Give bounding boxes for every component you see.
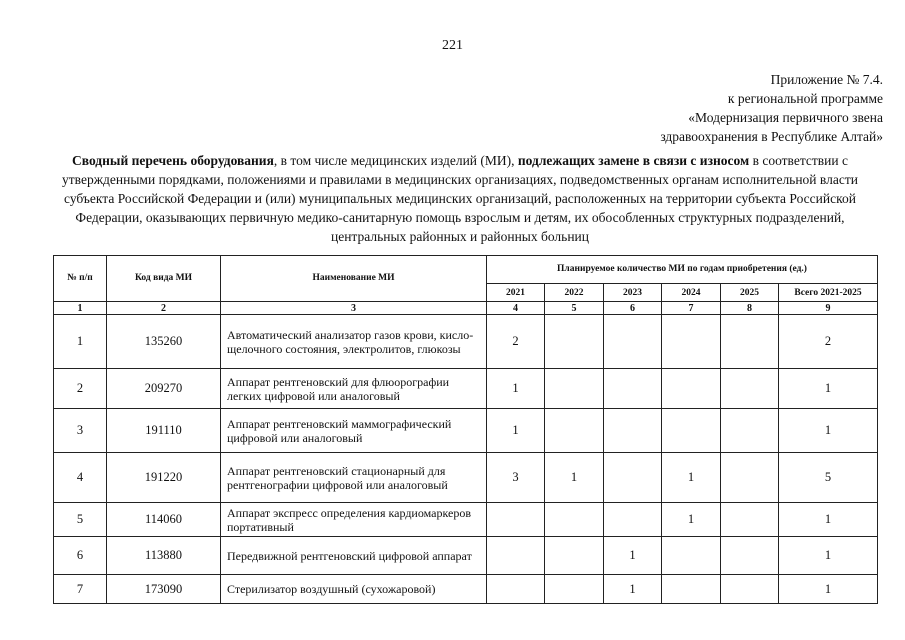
cell-num: 2 xyxy=(54,369,107,409)
column-number: 2 xyxy=(107,302,221,315)
appendix-line: к региональной программе xyxy=(727,91,883,106)
cell-2022 xyxy=(545,575,604,604)
cell-total: 2 xyxy=(779,315,878,369)
header-code: Код вида МИ xyxy=(107,256,221,302)
table-row xyxy=(54,537,878,575)
table-row xyxy=(54,409,878,453)
cell-2022 xyxy=(545,369,604,409)
column-number: 6 xyxy=(604,302,662,315)
header-year: 2024 xyxy=(662,284,721,302)
table-row xyxy=(54,453,878,503)
cell-2024 xyxy=(662,369,721,409)
cell-2022 xyxy=(545,537,604,575)
cell-total: 1 xyxy=(779,409,878,453)
column-number: 8 xyxy=(721,302,779,315)
cell-name: Аппарат рентгеновский стационарный для рентгенографии цифровой или аналоговый xyxy=(221,453,487,503)
cell-code: 191220 xyxy=(107,453,221,503)
cell-num: 7 xyxy=(54,575,107,604)
cell-name: Аппарат экспресс определения кардиомаркеров портативный xyxy=(221,503,487,537)
header-planned: Планируемое количество МИ по годам приобретения (ед.) xyxy=(487,256,878,284)
cell-2025 xyxy=(721,409,779,453)
title-text-part: , в том числе медицинских изделий (МИ), xyxy=(273,153,518,168)
cell-2023 xyxy=(604,409,662,453)
cell-2024 xyxy=(662,537,721,575)
cell-num: 4 xyxy=(54,453,107,503)
cell-code: 209270 xyxy=(107,369,221,409)
cell-name: Стерилизатор воздушный (сухожаровой) xyxy=(221,575,487,604)
cell-name: Аппарат рентгеновский для флюорографии легких цифровой или аналоговый xyxy=(221,369,487,409)
cell-2021: 1 xyxy=(487,409,545,453)
document-title xyxy=(50,151,870,246)
title-text-part: в соответствии с утвержденными порядками, положениями и правилами в медицинских организациях, подведомственных органам исполнительной власти субъекта Российской Федерации и (или) муниципальных медицинских организаций, расположенных на территории субъекта Российской Федерации, оказывающих первичную медико-санитарную помощь взрослым и детям, их обособленных структурных подразделений, центральных районных и районных больниц xyxy=(62,153,858,244)
cell-2025 xyxy=(721,503,779,537)
cell-total: 1 xyxy=(779,537,878,575)
cell-total: 1 xyxy=(779,369,878,409)
header-year: 2023 xyxy=(604,284,662,302)
cell-2025 xyxy=(721,315,779,369)
cell-2025 xyxy=(721,575,779,604)
column-number: 5 xyxy=(545,302,604,315)
cell-code: 113880 xyxy=(107,537,221,575)
cell-2023 xyxy=(604,369,662,409)
appendix-note xyxy=(660,70,883,146)
table-row xyxy=(54,369,878,409)
cell-num: 5 xyxy=(54,503,107,537)
cell-num: 6 xyxy=(54,537,107,575)
column-number: 4 xyxy=(487,302,545,315)
cell-total: 1 xyxy=(779,503,878,537)
cell-2021: 1 xyxy=(487,369,545,409)
cell-2025 xyxy=(721,369,779,409)
cell-2024 xyxy=(662,409,721,453)
cell-2022 xyxy=(545,409,604,453)
cell-code: 173090 xyxy=(107,575,221,604)
header-name: Наименование МИ xyxy=(221,256,487,302)
cell-2021 xyxy=(487,537,545,575)
title-bold-part: подлежащих замене в связи с износом xyxy=(517,153,750,168)
appendix-line: здравоохранения в Республике Алтай» xyxy=(660,129,883,144)
cell-name: Автоматический анализатор газов крови, кисло-щелочного состояния, электролитов, глюкозы xyxy=(221,315,487,369)
header-year: 2021 xyxy=(487,284,545,302)
cell-name: Аппарат рентгеновский маммографический цифровой или аналоговый xyxy=(221,409,487,453)
cell-2023 xyxy=(604,315,662,369)
cell-2023 xyxy=(604,453,662,503)
header-year: 2022 xyxy=(545,284,604,302)
header-year: Всего 2021-2025 xyxy=(779,284,878,302)
cell-total: 1 xyxy=(779,575,878,604)
cell-2021: 2 xyxy=(487,315,545,369)
cell-2024 xyxy=(662,575,721,604)
table-row xyxy=(54,503,878,537)
appendix-line: «Модернизация первичного звена xyxy=(688,110,883,125)
cell-2021 xyxy=(487,503,545,537)
title-bold-part: Сводный перечень оборудования xyxy=(72,153,274,168)
cell-2025 xyxy=(721,537,779,575)
cell-2024: 1 xyxy=(662,453,721,503)
column-number: 1 xyxy=(54,302,107,315)
cell-2023 xyxy=(604,503,662,537)
cell-2025 xyxy=(721,453,779,503)
cell-num: 1 xyxy=(54,315,107,369)
cell-name: Передвижной рентгеновский цифровой аппарат xyxy=(221,537,487,575)
column-number: 7 xyxy=(662,302,721,315)
cell-num: 3 xyxy=(54,409,107,453)
cell-code: 191110 xyxy=(107,409,221,453)
cell-2024 xyxy=(662,315,721,369)
cell-2021: 3 xyxy=(487,453,545,503)
cell-total: 5 xyxy=(779,453,878,503)
cell-2022: 1 xyxy=(545,453,604,503)
column-number: 9 xyxy=(779,302,878,315)
header-year: 2025 xyxy=(721,284,779,302)
cell-2021 xyxy=(487,575,545,604)
cell-code: 135260 xyxy=(107,315,221,369)
equipment-table xyxy=(53,255,878,604)
cell-2022 xyxy=(545,315,604,369)
cell-2023: 1 xyxy=(604,537,662,575)
header-num: № п/п xyxy=(54,256,107,302)
table-row xyxy=(54,575,878,604)
column-numbers-row xyxy=(54,302,878,315)
cell-2023: 1 xyxy=(604,575,662,604)
page-number: 221 xyxy=(442,38,463,53)
column-number: 3 xyxy=(221,302,487,315)
appendix-line: Приложение № 7.4. xyxy=(770,72,883,87)
cell-2024: 1 xyxy=(662,503,721,537)
cell-code: 114060 xyxy=(107,503,221,537)
cell-2022 xyxy=(545,503,604,537)
table-row xyxy=(54,315,878,369)
